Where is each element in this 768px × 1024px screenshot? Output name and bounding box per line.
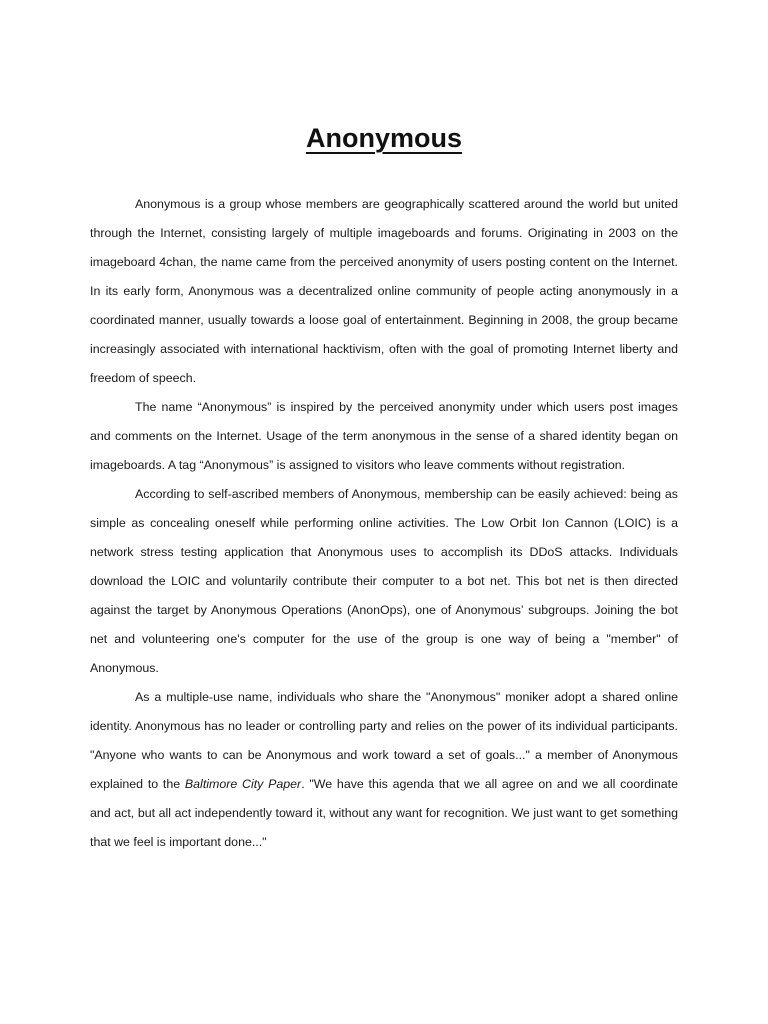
publication-name: Baltimore City Paper xyxy=(184,777,302,791)
paragraph-4-before: As a multiple-use name, individuals who share the "Anonymous" moniker adopt a shared online identity. Anonymous has no leader or controlling party and relies on the power of its individual participants. "Anyone who wants to can be Anonymous and work toward a set of goals..." a member of Anonymous explained to the xyxy=(90,690,678,791)
paragraph-1: Anonymous is a group whose members are geographically scattered around the world but united through the Internet, consisting largely of multiple imageboards and forums. Originating in 2003 on the imageboard 4chan, the name came from the perceived anonymity of users posting content on the Internet. In its early form, Anonymous was a decentralized online community of people acting anonymously in a coordinated manner, usually towards a loose goal of entertainment. Beginning in 2008, the group became increasingly associated with international hacktivism, often with the goal of promoting Internet liberty and freedom of speech. xyxy=(90,197,678,385)
paragraph-4-after: . "We have this agenda that we all agree on and we all coordinate and act, but all act independently toward it, without any want for recognition. We just want to get something that we feel is important done..." xyxy=(90,777,678,849)
paragraph-2: The name “Anonymous” is inspired by the perceived anonymity under which users post images and comments on the Internet. Usage of the term anonymous in the sense of a shared identity began on imageboards. A tag “Anonymous” is assigned to visitors who leave comments without registration. xyxy=(90,400,678,472)
paragraph-3: According to self-ascribed members of Anonymous, membership can be easily achieved: being as simple as concealing oneself while performing online activities. The Low Orbit Ion Cannon (LOIC) is a network stress testing application that Anonymous uses to accomplish its DDoS attacks. Individuals download the LOIC and voluntarily contribute their computer to a bot net. This bot net is then directed against the target by Anonymous Operations (AnonOps), one of Anonymous’ subgroups. Joining the bot net and volunteering one's computer for the use of the group is one way of being a "member" of Anonymous. xyxy=(90,487,678,675)
paragraph-4 xyxy=(90,683,678,857)
document-body xyxy=(90,190,678,857)
document-title: Anonymous xyxy=(305,123,462,153)
